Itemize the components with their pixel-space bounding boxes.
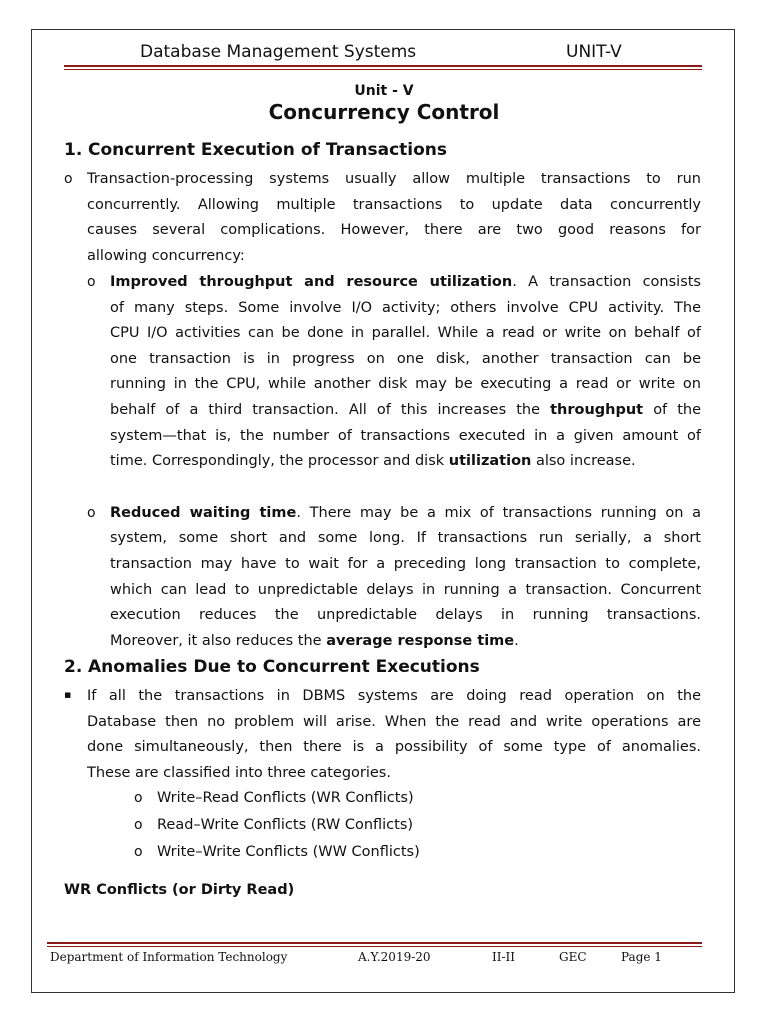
section-2-heading xyxy=(64,657,480,677)
paragraph-line: Transaction-processing systems usually allow multiple transactions to run xyxy=(87,171,701,187)
unit-label: Unit - V xyxy=(354,83,414,99)
paragraph-line: concurrently. Allowing multiple transactions to update data concurrently xyxy=(87,197,701,213)
section-1-title: Concurrent Execution of Transactions xyxy=(88,140,448,160)
paragraph-line: If all the transactions in DBMS systems are doing read operation on the xyxy=(87,688,701,704)
reason-1-line xyxy=(110,399,701,421)
reason-2-line: system, some short and some long. If transactions run serially, a short xyxy=(110,530,701,546)
header-rule-thin xyxy=(64,69,702,70)
footer-rule-thin xyxy=(47,946,702,947)
bold-term: throughput xyxy=(550,402,644,418)
section-1-heading xyxy=(64,140,447,160)
reason-2-line xyxy=(110,630,519,652)
footer-rule-thick xyxy=(47,942,702,944)
section-2-title: Anomalies Due to Concurrent Executions xyxy=(88,657,480,677)
bullet: o xyxy=(134,844,143,860)
header-unit: UNIT-V xyxy=(566,42,622,62)
footer-college: GEC xyxy=(559,950,587,964)
reason-1-line: one transaction is in progress on one disk, another transaction can be xyxy=(110,351,701,367)
list-item: Write–Read Conflicts (WR Conflicts) xyxy=(157,790,414,806)
bullet: o xyxy=(87,505,96,521)
footer-semester: II-II xyxy=(492,950,516,964)
footer-department: Department of Information Technology xyxy=(50,950,288,964)
reason-2-line: which can lead to unpredictable delays in running a transaction. Concurrent xyxy=(110,582,701,598)
text-run: of the xyxy=(653,402,702,418)
bullet: o xyxy=(64,171,73,187)
reason-1-line: running in the CPU, while another disk may be executing a read or write on xyxy=(110,376,701,392)
reason-1-title: Improved throughput and resource utilization xyxy=(110,274,513,290)
text-run: . A transaction consists xyxy=(512,274,701,290)
bullet: o xyxy=(134,817,143,833)
list-item: Read–Write Conflicts (RW Conflicts) xyxy=(157,817,414,833)
text-run: time. Correspondingly, the processor and disk xyxy=(110,453,445,469)
list-item: Write–Write Conflicts (WW Conflicts) xyxy=(157,844,420,860)
paragraph-line: causes several complications. However, there are two good reasons for xyxy=(87,222,701,238)
text-run: behalf of a third transaction. All of this increases the xyxy=(110,402,540,418)
text-run: . There may be a mix of transactions running on a xyxy=(296,505,701,521)
text-run: . xyxy=(514,633,519,649)
reason-1-line xyxy=(110,450,636,472)
page-header xyxy=(0,42,768,64)
header-subject: Database Management Systems xyxy=(140,42,417,62)
paragraph-line: These are classified into three categories. xyxy=(87,765,391,781)
footer-page-number: Page 1 xyxy=(621,950,662,964)
section-2-number: 2. xyxy=(64,657,83,677)
reason-2-title: Reduced waiting time xyxy=(110,505,297,521)
subheading: WR Conflicts (or Dirty Read) xyxy=(64,882,295,898)
section-1-number: 1. xyxy=(64,140,83,160)
page-footer xyxy=(0,950,768,966)
paragraph-line: Database then no problem will arise. When the read and write operations are xyxy=(87,714,701,730)
square-bullet: ▪ xyxy=(64,688,72,701)
header-rule-thick xyxy=(64,65,702,67)
page-title: Concurrency Control xyxy=(268,100,500,124)
reason-1-line: of many steps. Some involve I/O activity; others involve CPU activity. The xyxy=(110,300,701,316)
reason-2-line: transaction may have to wait for a preceding long transaction to complete, xyxy=(110,556,701,572)
bullet: o xyxy=(87,274,96,290)
bold-term: utilization xyxy=(448,453,532,469)
reason-1-line: system—that is, the number of transactions executed in a given amount of xyxy=(110,428,701,444)
reason-1-line: CPU I/O activities can be done in parallel. While a read or write on behalf of xyxy=(110,325,701,341)
footer-academic-year: A.Y.2019-20 xyxy=(358,950,431,964)
bold-term: average response time xyxy=(326,633,515,649)
reason-2-line: execution reduces the unpredictable delays in running transactions. xyxy=(110,607,701,623)
text-run: also increase. xyxy=(535,453,636,469)
text-run: Moreover, it also reduces the xyxy=(110,633,322,649)
bullet: o xyxy=(134,790,143,806)
reason-1-line xyxy=(110,271,701,293)
paragraph-line: allowing concurrency: xyxy=(87,248,245,264)
paragraph-line: done simultaneously, then there is a possibility of some type of anomalies. xyxy=(87,739,701,755)
reason-2-line xyxy=(110,502,701,524)
